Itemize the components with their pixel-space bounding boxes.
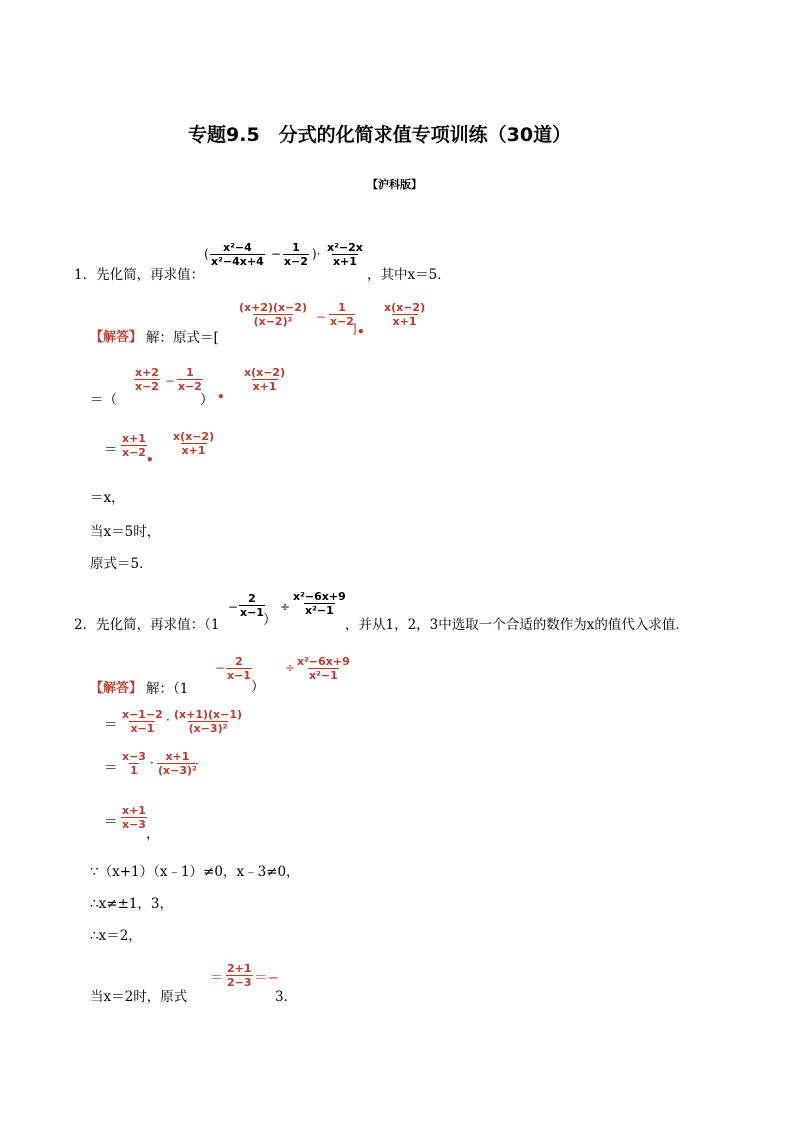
numerator: (x+2)(x−2) <box>239 301 308 314</box>
denominator: 2−3 <box>227 976 252 989</box>
q1-condition: ，其中x＝5． <box>367 267 451 283</box>
q1-step3-dot: • <box>146 453 154 467</box>
q1-step3-fraction-1 <box>121 432 147 459</box>
numerator: x−3 <box>122 750 146 763</box>
q1-step3-eq: ＝ <box>104 442 118 458</box>
numerator: 2 <box>235 655 243 668</box>
answer-label: 【解答】 <box>90 330 143 345</box>
q1-answer-start: 解：原式＝[ <box>146 330 219 346</box>
q1-step2-dot: • <box>217 390 225 404</box>
q2-divide: ÷ <box>280 600 291 614</box>
denominator: x−1 <box>240 606 264 619</box>
q2-substitution: 当x＝2时，原式 <box>90 989 188 1005</box>
denominator: x−2 <box>284 255 308 268</box>
q2-fraction-1 <box>239 592 265 619</box>
denominator: x−1 <box>227 669 251 682</box>
q1-fraction-2 <box>283 241 309 268</box>
q2-prompt: 2．先化简，再求值：（1 <box>74 617 220 633</box>
q1-step3-fraction-2 <box>172 430 215 457</box>
q1-step2-start: ＝（ <box>90 392 117 408</box>
q2-answer-close: ） <box>251 679 265 695</box>
numerator: 1 <box>338 301 346 314</box>
edition-label: 【沪科版】 <box>367 178 422 191</box>
numerator: 2 <box>248 592 256 605</box>
q1-step2-fraction-1 <box>134 366 160 393</box>
q1-fraction-3 <box>326 241 364 268</box>
q2-therefore-line-2: ∴x＝2， <box>90 928 142 944</box>
q2-minus: − <box>228 600 239 614</box>
answer-label: 【解答】 <box>90 681 143 696</box>
q1-answer-dot: • <box>357 325 365 339</box>
q2-step3-eq: ＝ <box>104 760 118 776</box>
numerator: 2+1 <box>227 962 252 975</box>
page-title: 专题9.5 分式的化简求值专项训练（30道） <box>188 124 572 146</box>
numerator: 1 <box>292 241 300 254</box>
q1-fraction-1 <box>210 241 265 268</box>
q2-step4-comma: ， <box>146 826 160 842</box>
q2-answer-divide: ÷ <box>285 661 296 675</box>
denominator: 1 <box>130 764 138 777</box>
numerator: 1 <box>186 366 194 379</box>
q1-substitution: 当x＝5时， <box>90 524 161 540</box>
numerator: x(x−2) <box>384 301 426 314</box>
q2-step3-dot: · <box>150 756 154 770</box>
q1-answer-close: ] <box>352 322 357 336</box>
q2-step3-fraction-2 <box>157 750 198 777</box>
numerator: x²−6x+9 <box>293 590 346 603</box>
numerator: x²−6x+9 <box>297 655 350 668</box>
numerator: x+2 <box>135 366 159 379</box>
q2-step2-fraction-1 <box>121 708 164 735</box>
q2-final-value: 3． <box>275 989 298 1005</box>
numerator: x−1−2 <box>122 708 163 721</box>
denominator: x²−1 <box>308 669 338 682</box>
numerator: x²−2x <box>327 241 363 254</box>
q2-step2-fraction-2 <box>173 708 243 735</box>
q2-step2-eq: ＝ <box>104 717 118 733</box>
denominator: x−1 <box>130 722 155 735</box>
denominator: (x−3)² <box>158 764 197 777</box>
q2-step4-fraction <box>121 804 147 831</box>
denominator: x+1 <box>392 315 417 328</box>
q1-step4: ＝x， <box>90 490 125 506</box>
q2-step2-dot: · <box>166 713 170 727</box>
denominator: (x−2)² <box>253 315 293 328</box>
q1-step2-minus: − <box>165 374 176 388</box>
q2-step4-eq: ＝ <box>104 814 118 830</box>
q1-step2-fraction-3 <box>243 366 286 393</box>
q1-answer-fraction-3 <box>383 301 426 328</box>
q1-step2-close: ） <box>200 392 214 408</box>
denominator: (x−3)² <box>188 722 228 735</box>
q2-condition: ，并从1，2，3中选取一个合适的数作为x的值代入求值． <box>345 617 689 633</box>
q2-close-paren: ） <box>263 612 277 628</box>
q2-therefore-line-1: ∴x≠±1，3， <box>90 896 174 912</box>
denominator: x+1 <box>181 444 206 457</box>
numerator: x+1 <box>165 750 190 763</box>
q1-result: 原式＝5． <box>90 556 153 572</box>
numerator: x+1 <box>122 804 146 817</box>
q2-fraction-2 <box>292 590 347 617</box>
denominator: x−2 <box>122 446 146 459</box>
denominator: x²−1 <box>304 604 334 617</box>
numerator: (x+1)(x−1) <box>174 708 243 721</box>
q1-minus: − <box>271 247 282 261</box>
denominator: x²−4x+4 <box>211 255 264 268</box>
numerator: x+1 <box>122 432 146 445</box>
numerator: x(x−2) <box>244 366 286 379</box>
q2-final-tail: ＝− <box>254 970 279 986</box>
q1-open-paren: ( <box>204 247 209 261</box>
q2-answer-fraction-2 <box>296 655 351 682</box>
q1-answer-fraction-1 <box>238 301 308 328</box>
q2-because-line: ∵（x+1）（x﹣1）≠0，x﹣3≠0， <box>90 864 300 880</box>
denominator: x+1 <box>252 380 277 393</box>
q2-step3-fraction-1 <box>121 750 147 777</box>
numerator: x(x−2) <box>173 430 215 443</box>
denominator: x+1 <box>332 255 357 268</box>
denominator: x−2 <box>178 380 202 393</box>
q1-prompt: 1．先化简，再求值： <box>74 267 205 283</box>
denominator: x−2 <box>330 315 354 328</box>
q2-answer-start: 解：（1 <box>146 681 189 697</box>
q1-close-dot: )· <box>312 247 321 261</box>
q2-answer-fraction-1 <box>226 655 252 682</box>
q1-answer-minus: − <box>316 310 327 324</box>
denominator: x−3 <box>122 818 146 831</box>
denominator: x−2 <box>135 380 159 393</box>
q2-final-fraction <box>226 962 253 989</box>
q2-answer-minus: − <box>215 661 226 675</box>
numerator: x²−4 <box>222 241 252 254</box>
q2-final-eq: ＝ <box>210 970 224 986</box>
